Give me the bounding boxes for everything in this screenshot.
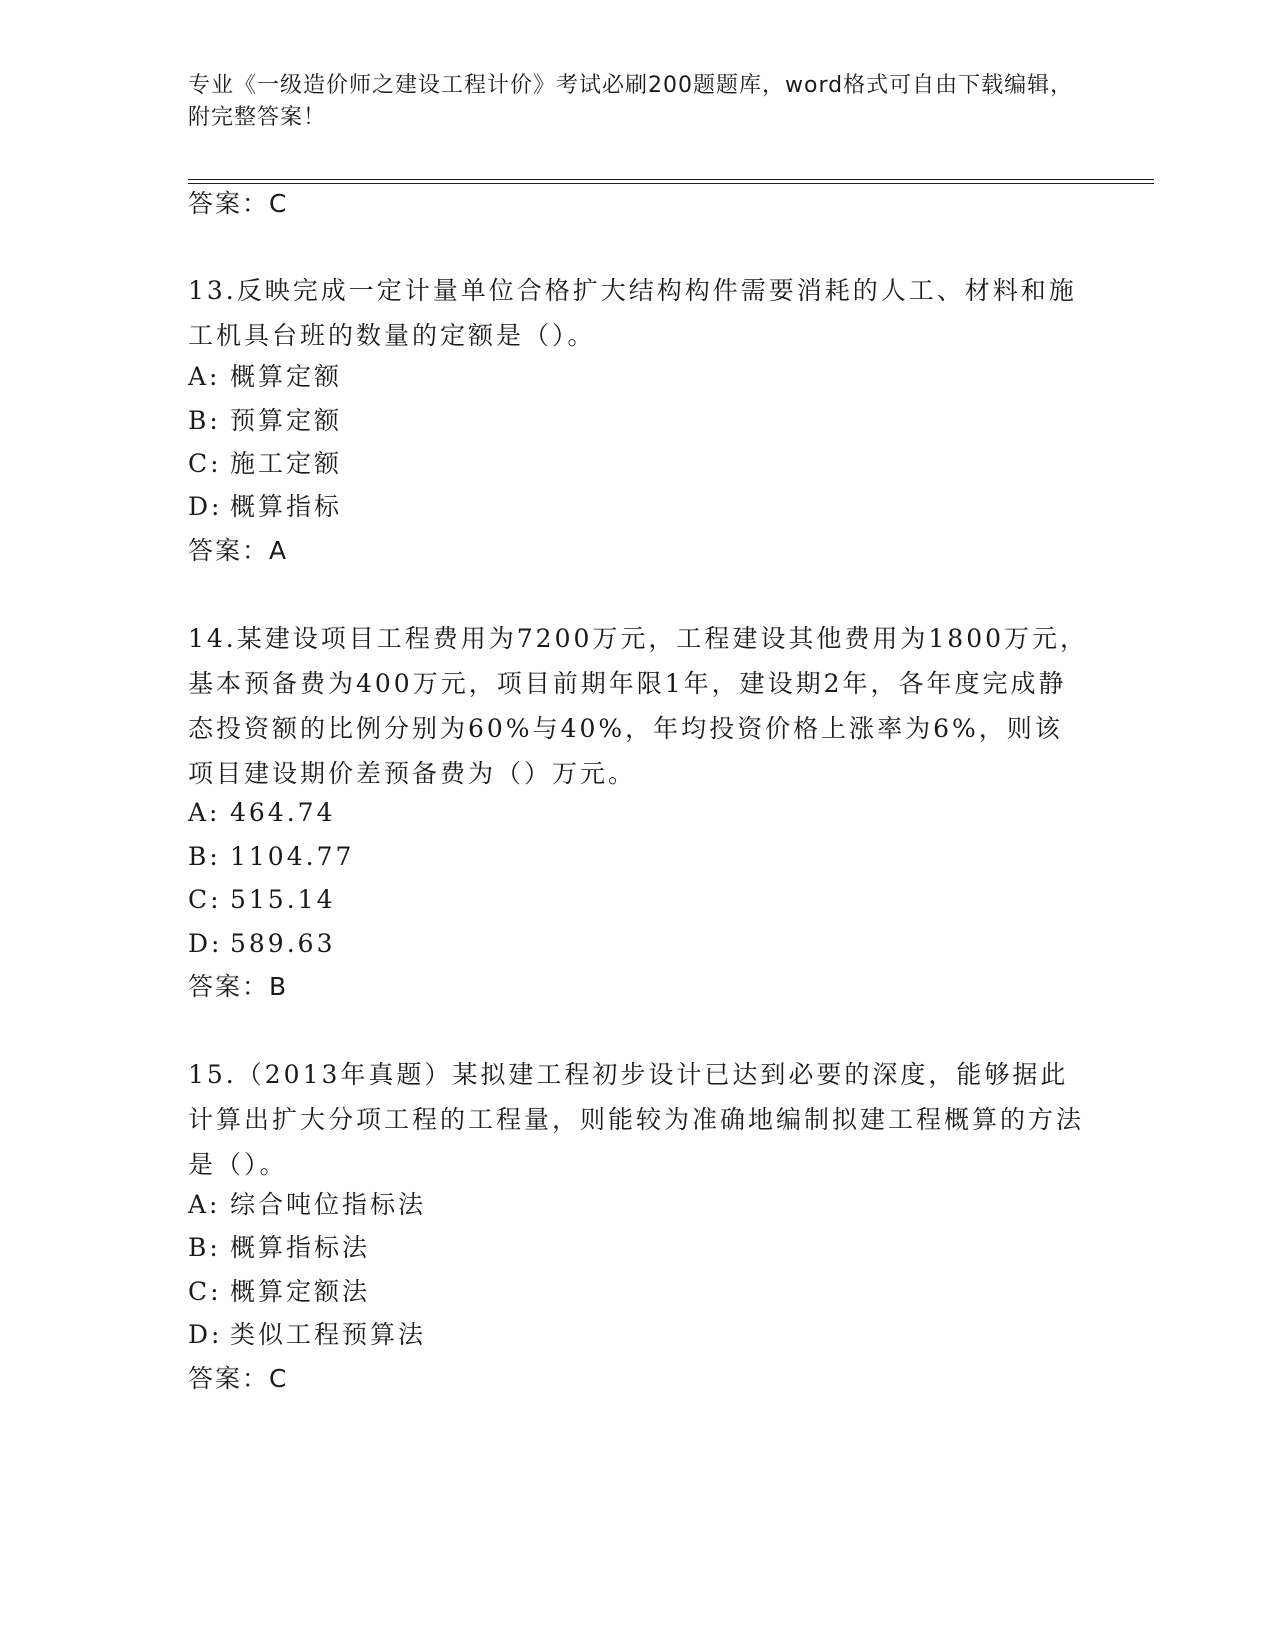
document-header: 专业《一级造价师之建设工程计价》考试必刷200题题库，word格式可自由下载编辑，附完整答案！ [188,73,1074,130]
question-15-option-b [188,1231,370,1265]
option-letter: B: [188,406,221,435]
option-text: 1104.77 [230,842,355,871]
option-letter: D: [188,1320,223,1349]
option-text: 预算定额 [230,406,343,435]
question-13-text: 13.反映完成一定计量单位合格扩大结构构件需要消耗的人工、材料和施工机具台班的数量的定额是（）。 [188,276,1077,350]
option-letter: C: [188,1277,222,1306]
option-letter: B: [188,1233,221,1262]
question-13-option-d [188,490,342,524]
question-13-option-a [188,360,342,394]
option-letter: D: [188,929,223,958]
question-15-option-c [188,1275,370,1309]
question-14-option-b [188,840,354,874]
question-14-option-c [188,883,335,917]
question-14-answer: 答案：B [188,972,289,1001]
previous-answer: 答案：C [188,189,289,218]
option-letter: B: [188,842,221,871]
option-text: 综合吨位指标法 [230,1190,427,1219]
option-letter: A: [188,362,221,391]
option-letter: C: [188,449,222,478]
option-letter: A: [188,1190,221,1219]
option-text: 515.14 [230,885,336,914]
option-text: 概算定额法 [230,1277,371,1306]
option-text: 概算定额 [230,362,343,391]
question-15-option-d [188,1318,426,1352]
option-text: 类似工程预算法 [230,1320,427,1349]
option-text: 概算指标 [230,492,343,521]
option-text: 589.63 [230,929,336,958]
option-letter: A: [188,798,221,827]
option-letter: C: [188,885,222,914]
question-15-option-a [188,1188,426,1222]
option-text: 概算指标法 [230,1233,371,1262]
question-13-option-c [188,447,342,481]
question-14-text: 14.某建设项目工程费用为7200万元，工程建设其他费用为1800万元，基本预备费为400万元，项目前期年限1年，建设期2年，各年度完成静态投资额的比例分别为60%与40%，年均投资价格上涨率为6%，则该项目建设期价差预备费为（）万元。 [188,624,1089,788]
option-text: 464.74 [230,798,336,827]
option-letter: D: [188,492,223,521]
question-14-option-a [188,796,335,830]
question-13-answer: 答案：A [188,536,289,565]
question-13-option-b [188,404,342,438]
option-text: 施工定额 [230,449,343,478]
question-15-answer: 答案：C [188,1364,289,1393]
header-rule-bottom [188,183,1154,184]
header-rule-top [188,179,1154,180]
question-15-text: 15.（2013年真题）某拟建工程初步设计已达到必要的深度，能够据此计算出扩大分项工程的工程量，则能较为准确地编制拟建工程概算的方法是（）。 [188,1060,1085,1179]
question-14-option-d [188,927,335,961]
